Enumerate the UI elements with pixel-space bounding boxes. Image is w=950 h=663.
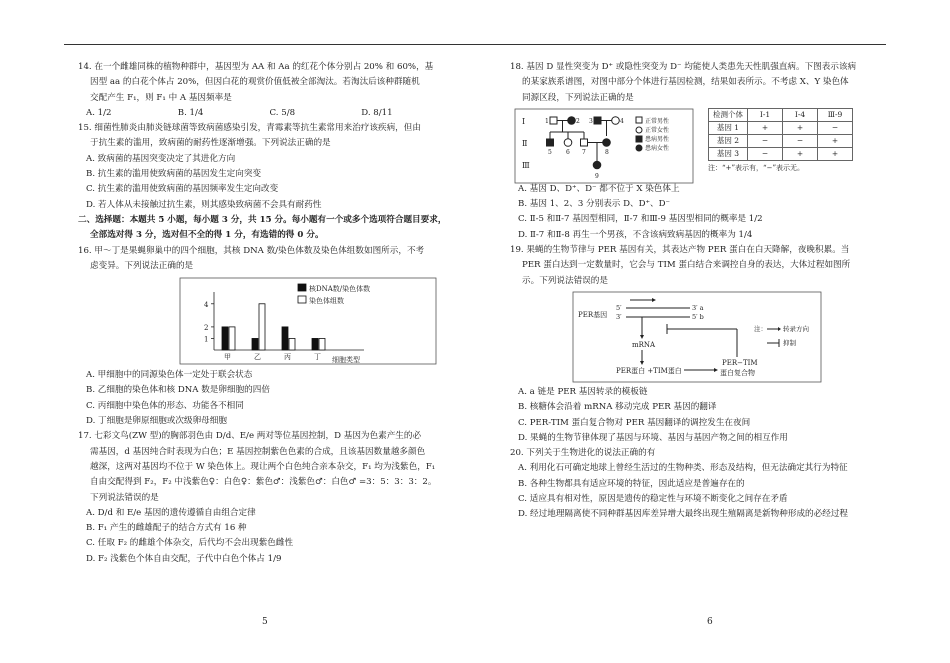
q14-option-d[interactable]: D. 8/11 xyxy=(361,107,393,118)
section-2-line-1: 二、选择题：本题共 5 小题，每小题 3 分，共 15 分。每小题有一个或多个选项符合题目要求， xyxy=(78,214,447,225)
gene-test-table xyxy=(708,108,853,161)
bar-甲-sets xyxy=(229,327,235,350)
ind-7-label: 7 xyxy=(582,148,586,156)
q16-option-c[interactable]: C. 丙细胞中染色体的形态、功能各不相同 xyxy=(86,400,244,411)
q15-stem-1: 15. 细菌性肺炎由肺炎链球菌等致病菌感染引发，青霉素等抗生素常用来治疗该疾病，但由 xyxy=(78,123,421,134)
q18-figure xyxy=(510,106,890,182)
pedigree-chart xyxy=(514,108,694,184)
bar-乙-sets xyxy=(259,304,265,350)
q16-stem-1: 16. 甲～丁是果蝇卵巢中的四个细胞，其核 DNA 数/染色体数及染色体组数如图所示，不考 xyxy=(78,245,425,256)
legend-normal-female: 正常女性 xyxy=(645,126,670,134)
ind-1-label: 1 xyxy=(545,117,549,125)
q20-option-a[interactable]: A. 利用化石可确定地球上曾经生活过的生物种类、形态及结构，但无法确定其行为特征 xyxy=(518,463,848,474)
question-19 xyxy=(510,243,890,446)
q17-option-a[interactable]: A. D/d 和 E/e 基因的遗传遵循自由组合定律 xyxy=(86,507,256,518)
q15-option-d[interactable]: D. 若人体从未接触过抗生素，则其感染致病菌不会具有耐药性 xyxy=(86,199,322,210)
page-number-left: 5 xyxy=(262,617,268,627)
q20-option-d[interactable]: D. 经过地理隔离使不同种群基因库差异增大最终出现生殖隔离是新物种形成的必经过程 xyxy=(518,509,849,520)
q16-option-d[interactable]: D. 丁细胞是卵原细胞或次级卵母细胞 xyxy=(86,416,227,427)
q19-option-c[interactable]: C. PER-TIM 蛋白复合物对 PER 基因翻译的调控发生在夜间 xyxy=(518,417,751,428)
ind-2-label: 2 xyxy=(576,117,580,125)
q17-stem-2: 需基因，d 基因纯合时表现为白色；E 基因控制紫色色素的合成，且该基因数量越多颜色 xyxy=(90,446,426,457)
note-direction: 转录方向 xyxy=(783,324,809,333)
q17-stem-4: 自由交配得到 F₂，F₂ 中浅紫色♀：白色♀：紫色♂：浅紫色♂：白色♂ =3：5：3：3：2。 xyxy=(90,477,437,488)
bar-甲-ratio xyxy=(222,327,228,350)
q15-option-a[interactable]: A. 致病菌的基因突变决定了其进化方向 xyxy=(86,153,236,164)
cell: − xyxy=(783,134,818,147)
ind-9-label: 9 xyxy=(595,172,599,180)
strand-b-5: 5′ b xyxy=(692,312,704,321)
q15-option-b[interactable]: B. 抗生素的滥用使致病菌的基因发生定向突变 xyxy=(86,169,262,180)
q20-option-c[interactable]: C. 适应具有相对性，原因是遗传的稳定性与环境不断变化之间存在矛盾 xyxy=(518,494,788,505)
cell: − xyxy=(748,147,783,160)
q14-option-a[interactable]: A. 1/2 xyxy=(86,107,112,118)
legend-label: 染色体组数 xyxy=(309,297,344,306)
q16-option-a[interactable]: A. 甲细胞中的同源染色体一定处于联会状态 xyxy=(86,370,253,381)
q18-option-a[interactable]: A. 基因 D、D⁺、D⁻ 都不位于 X 染色体上 xyxy=(518,183,680,194)
question-17 xyxy=(78,429,453,567)
strand-a-3: 3′ a xyxy=(692,303,704,312)
q14-option-c[interactable]: C. 5/8 xyxy=(269,107,296,118)
q19-stem-3: 示。下列说法错误的是 xyxy=(522,275,608,286)
q18-stem-2: 的某家族系谱图，对图中部分个体进行基因检测，结果如表所示。不考虑 X、Y 染色体 xyxy=(522,77,849,88)
question-18 xyxy=(510,60,890,243)
left-page xyxy=(78,60,453,567)
q17-option-b[interactable]: B. F₁ 产生的雌雄配子的结合方式有 16 种 xyxy=(86,523,247,534)
legend-affected-male: 患病男性 xyxy=(645,135,670,143)
q18-stem-3: 同源区段，下列说法正确的是 xyxy=(522,92,634,103)
q19-stem-1: 19. 果蝇的生物节律与 PER 基因有关，其表达产物 PER 蛋白在白天降解，夜晚积累。当 xyxy=(510,245,850,256)
legend-swatch xyxy=(298,284,306,291)
bar-chart xyxy=(178,276,438,366)
q19-stem-2: PER 蛋白达到一定数量时，它会与 TIM 蛋白结合来调控自身的表达，大体过程如图所 xyxy=(522,260,851,271)
q19-figure xyxy=(510,289,890,385)
cell: + xyxy=(783,147,818,160)
ind-8 xyxy=(603,139,611,147)
q18-option-b[interactable]: B. 基因 1、2、3 分别表示 D、D⁺、D⁻ xyxy=(518,199,671,210)
table-row xyxy=(709,121,853,134)
y-tick-label: 2 xyxy=(204,324,209,333)
th-0: 检测个体 xyxy=(709,108,748,121)
legend-normal-male-icon xyxy=(636,117,642,123)
per-regulation-diagram xyxy=(572,291,822,383)
q20-stem-1: 20. 下列关于生物进化的说法正确的有 xyxy=(510,448,656,459)
q18-stem-1: 18. 基因 D 显性突变为 D⁺ 或隐性突变为 D⁻ 均能使人类患先天性肌强直病。下图表示该病 xyxy=(510,62,857,72)
ind-6-label: 6 xyxy=(566,148,570,156)
q19-option-d[interactable]: D. 果蝇的生物节律体现了基因与环境、基因与基因产物之间的相互作用 xyxy=(518,432,788,443)
th-2: Ⅰ-4 xyxy=(783,108,818,121)
question-14 xyxy=(78,60,453,121)
legend-normal-male: 正常男性 xyxy=(645,117,670,125)
q19-option-a[interactable]: A. a 链是 PER 基因转录的模板链 xyxy=(518,386,648,397)
ind-4 xyxy=(612,117,620,125)
cell: − xyxy=(748,134,783,147)
x-tick-label: 丙 xyxy=(284,353,291,362)
legend-affected-female: 患病女性 xyxy=(645,144,670,152)
ind-3 xyxy=(594,117,601,124)
question-16 xyxy=(78,244,453,430)
bar-丁-ratio xyxy=(312,339,318,351)
x-tick-label: 丁 xyxy=(314,353,321,362)
q17-stem-3: 越深，这两对基因均不位于 W 染色体上。现让两个白色纯合亲本杂交，F₁ 均为浅紫色，F₁ xyxy=(90,461,436,472)
right-page xyxy=(510,60,890,523)
note-inhibit: 抑制 xyxy=(783,338,796,347)
ind-7 xyxy=(581,139,588,146)
gene-test-table-wrap xyxy=(708,108,853,176)
question-15 xyxy=(78,121,453,213)
q17-option-d[interactable]: D. F₂ 浅紫色个体自由交配，子代中白色个体占 1/9 xyxy=(86,553,282,564)
q16-stem-2: 虑变异。下列说法正确的是 xyxy=(90,260,194,271)
table-row xyxy=(709,134,853,147)
q17-stem-5: 下列说法错误的是 xyxy=(90,492,159,503)
legend-swatch xyxy=(298,296,306,303)
section-2-line-2: 全部选对得 3 分，选对但不全的得 1 分，有选错的得 0 分。 xyxy=(90,230,324,241)
ind-3-label: 3 xyxy=(589,117,593,125)
q15-option-c[interactable]: C. 抗生素的滥用使致病菌的基因频率发生定向改变 xyxy=(86,184,279,195)
x-axis-label: 细胞类型 xyxy=(332,356,360,365)
q16-figure xyxy=(78,276,453,366)
per-tim-complex-1: PER−TIM xyxy=(722,358,758,367)
x-tick-label: 甲 xyxy=(224,353,231,362)
cell: 基因 2 xyxy=(709,134,748,147)
per-tim-complex-2: 蛋白复合物 xyxy=(720,368,755,377)
q15-stem-2: 于抗生素的滥用，致病菌的耐药性逐渐增强。下列说法正确的是 xyxy=(90,138,331,149)
legend-normal-female-icon xyxy=(636,127,642,133)
gen-III: Ⅲ xyxy=(522,160,530,170)
cell: + xyxy=(818,147,853,160)
q14-stem-2: 因型 aa 的白花个体占 20%，但因白花的观赏价值低被全部淘汰。若淘汰后该种群随机 xyxy=(90,77,420,88)
strand-a-5: 5′ xyxy=(616,303,622,312)
cell: − xyxy=(818,121,853,134)
ind-1 xyxy=(550,117,557,124)
q14-option-b[interactable]: B. 1/4 xyxy=(177,107,204,118)
th-3: Ⅲ-9 xyxy=(818,108,853,121)
q16-option-b[interactable]: B. 乙细胞的染色体和核 DNA 数是卵细胞的四倍 xyxy=(86,385,270,396)
legend-label: 核DNA数/染色体数 xyxy=(309,285,371,294)
ind-9 xyxy=(593,161,601,169)
legend-affected-male-icon xyxy=(636,136,642,142)
question-20 xyxy=(510,446,890,522)
ind-8-label: 8 xyxy=(605,148,609,156)
cell: 基因 3 xyxy=(709,147,748,160)
mrna-label: mRNA xyxy=(632,340,656,349)
y-tick-label: 4 xyxy=(204,300,209,309)
per-tim-combine: PER蛋白 +TIM蛋白 xyxy=(616,366,682,375)
ind-2 xyxy=(568,117,576,125)
q18-option-c[interactable]: C. Ⅱ-5 和Ⅱ-7 基因型相同，Ⅱ-7 和Ⅲ-9 基因型相同的概率是 1/2 xyxy=(518,214,763,225)
cell: 基因 1 xyxy=(709,121,748,134)
cell: + xyxy=(748,121,783,134)
ind-4-label: 4 xyxy=(620,117,624,125)
cell: + xyxy=(783,121,818,134)
ind-6 xyxy=(564,139,572,147)
q19-option-b[interactable]: B. 核糖体会沿着 mRNA 移动完成 PER 基因的翻译 xyxy=(518,402,717,413)
note-title: 注： xyxy=(754,324,767,333)
per-gene-label: PER基因 xyxy=(578,310,608,319)
q17-stem-1: 17. 七彩文鸟(ZW 型)的胸部羽色由 D/d、E/e 两对等位基因控制，D 基因为色素产生的必 xyxy=(78,431,422,442)
th-1: Ⅰ-1 xyxy=(748,108,783,121)
q20-option-b[interactable]: B. 各种生物都具有适应环境的特征，因此适应是普遍存在的 xyxy=(518,478,745,489)
header-rule xyxy=(64,44,886,45)
bar-丙-sets xyxy=(289,339,295,351)
ind-5-label: 5 xyxy=(548,148,552,156)
bar-乙-ratio xyxy=(252,339,258,351)
q18-option-d[interactable]: D. Ⅱ-7 和Ⅱ-8 再生一个男孩，不含该病致病基因的概率为 1/4 xyxy=(518,229,753,240)
q17-option-c[interactable]: C. 任取 F₂ 的雌雄个体杂交，后代均不会出现紫色雌性 xyxy=(86,538,294,549)
bar-丙-ratio xyxy=(282,327,288,350)
section-2-header xyxy=(78,213,453,244)
strand-b-3: 3′ xyxy=(616,312,622,321)
legend-affected-female-icon xyxy=(636,145,642,151)
y-tick-label: 1 xyxy=(204,335,209,344)
bar-丁-sets xyxy=(319,339,325,351)
cell: + xyxy=(818,134,853,147)
gen-I: Ⅰ xyxy=(522,116,526,126)
table-note: 注：“+”表示有，“−”表示无。 xyxy=(708,163,805,172)
gen-II: Ⅱ xyxy=(522,138,528,148)
page-number-right: 6 xyxy=(707,617,713,627)
q14-stem-1: 14. 在一个雌雄同株的植物种群中，基因型为 AA 和 Aa 的红花个体分别占 20% 和 60%，基 xyxy=(78,62,434,72)
ind-5 xyxy=(547,139,554,146)
x-tick-label: 乙 xyxy=(254,353,261,362)
q14-stem-3: 交配产生 F₁，则 F₁ 中 A 基因频率是 xyxy=(90,92,232,103)
table-row xyxy=(709,147,853,160)
